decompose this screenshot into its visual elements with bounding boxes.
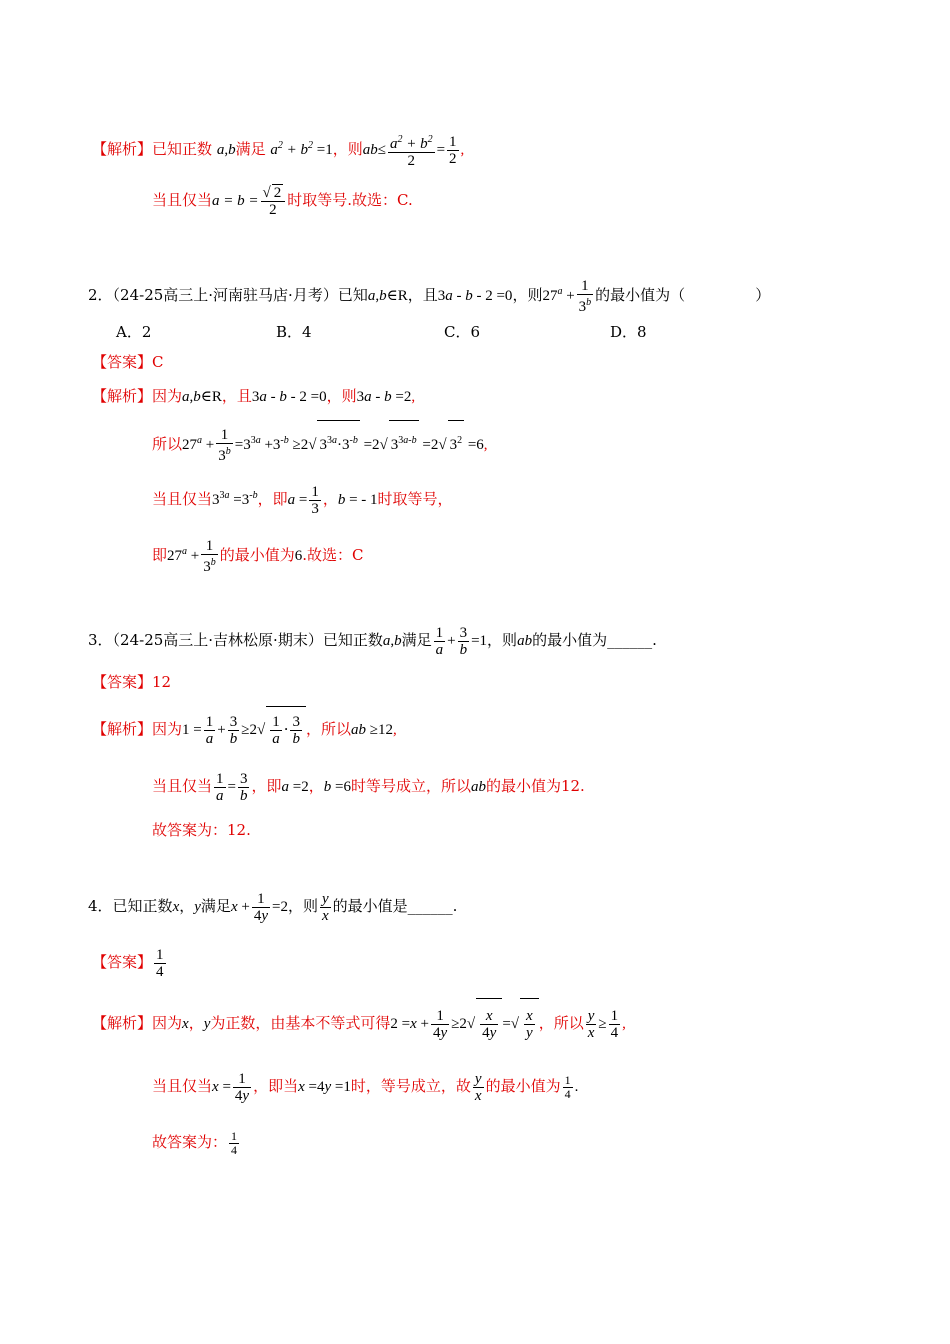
option-d[interactable]: D．8 [610,323,647,341]
q4-final-answer: 故答案为： $\frac{1}{4}$ [152,1128,238,1157]
question-3-answer: 【答案】12 [92,673,172,691]
q2-analysis-line1: 【解析】因为a,b∈R，且3a - b - 2 =0，则3a - b =2, [92,387,416,405]
q3-final-answer: 故答案为：12. [152,821,251,839]
q1-analysis-line2: 当且仅当a = b = $\frac{√ 2}{2}$ 时取等号.故选：C. [152,185,413,218]
q4-analysis-line1: 【解析】因为x，y为正数，由基本不等式可得2 =x + $\frac{1}{4y}$ ≥2√ $\frac{x}{4y}$ =√ $\frac{x}{y}$ ，所以 $\frac{y}{x}$ ≥ $\frac{1}{4}$ , [92,998,626,1046]
q4-analysis-line2: 当且仅当x = $\frac{1}{4y}$ ，即当x =4y =1时，等号成立，故 $\frac{y}{x}$ 的最小值为 $\frac{1}{4}$ . [152,1070,579,1104]
q3-analysis-line2: 当且仅当 $\frac{1}{a}$ = $\frac{3}{b}$ ，即a =2，b =6时等号成立，所以ab的最小值为12. [152,770,585,804]
q2-analysis-line4: 即$27^a$ + $\frac{1}{3^b}$ 的最小值为6.故选：C [152,537,364,575]
question-2-stem: 2．（24-25高三上·河南驻马店·月考）已知a,b∈R，且3a - b - 2 =0，则$27^a$ + $\frac{1}{3^b}$ 的最小值为（ ） [88,277,771,315]
question-2-answer: 【答案】C [92,353,164,371]
question-4-stem: 4．已知正数x，y满足x + $\frac{1}{4y}$ =2，则 $\frac{y}{x}$ 的最小值是______. [88,890,458,924]
option-b[interactable]: B．4 [276,323,312,341]
question-2-options [116,322,770,342]
analysis-label: 【解析】 [92,140,153,158]
q2-analysis-line3: 当且仅当$3^{3a} =3^{-b}$，即a = $\frac{1}{3}$ ，b = - 1时取等号， [152,483,453,517]
question-3-stem: 3．（24-25高三上·吉林松原·期末）已知正数a,b满足 $\frac{1}{a}$ + $\frac{3}{b}$ =1，则ab的最小值为______. [88,624,657,658]
q3-analysis-line1: 【解析】因为1 = $\frac{1}{a}$ + $\frac{3}{b}$ ≥2√ $\frac{1}{a}$ · $\frac{3}{b}$ ，所以ab ≥12, [92,706,397,750]
q2-analysis-line2: 所以$27^a$ + $\frac{1}{3^b}$ $=3^{3a} +3^{-b} \ge 2√$ $3^{3a}\cdot 3^{-b} =2√$ $3^{3a-b} =2√$ $3^2 =6$, [152,420,488,460]
q1-analysis-line1: 【解析】已知正数 a,b满足 $a^2 + b^2 =1$，则ab≤ $\frac{a^2 + b^2}{2}$ = $\frac{1}{2}$ , [92,133,465,169]
option-c[interactable]: C．6 [444,323,481,341]
option-a[interactable]: A．2 [116,323,152,341]
question-4-answer: 【答案】 $\frac{1}{4}$ [92,946,164,980]
